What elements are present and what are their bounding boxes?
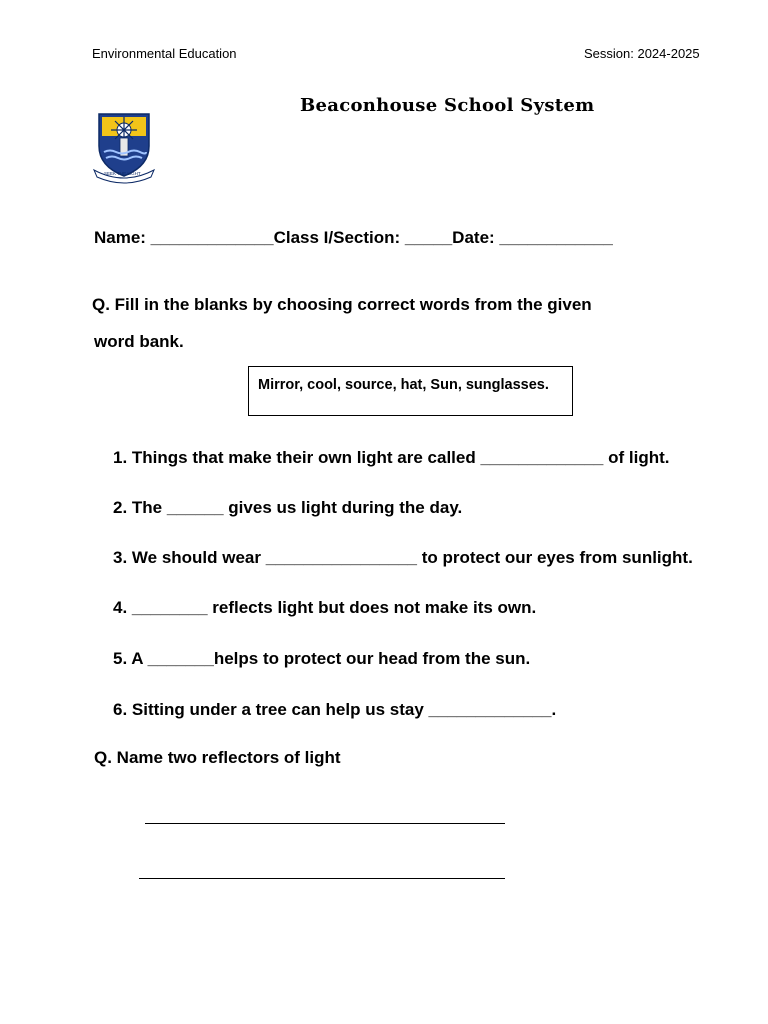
blank-item-2: 2. The ______ gives us light during the day. <box>113 498 463 517</box>
answer-line-1[interactable] <box>145 823 505 824</box>
blank-item-4: 4. ________ reflects light but does not make its own. <box>113 598 537 617</box>
blank-item-5: 5. A _______helps to protect our head from the sun. <box>113 649 531 668</box>
question1-prompt-line1: Q. Fill in the blanks by choosing correct words from the given <box>92 295 592 314</box>
blank-item-3: 3. We should wear ________________ to protect our eyes from sunlight. <box>113 548 693 567</box>
subject-label: Environmental Education <box>92 46 237 61</box>
session-label: Session: 2024-2025 <box>584 46 700 61</box>
blank-item-6: 6. Sitting under a tree can help us stay _____________. <box>113 700 557 719</box>
question2-prompt: Q. Name two reflectors of light <box>94 748 341 767</box>
school-name: Beaconhouse School System <box>300 95 595 116</box>
crest-motto: SEEK THE LIGHT <box>104 171 141 176</box>
answer-line-2[interactable] <box>139 878 505 879</box>
school-crest-icon <box>90 108 158 184</box>
question1-prompt-line2: word bank. <box>94 332 184 351</box>
word-bank-text: Mirror, cool, source, hat, Sun, sunglasses. <box>258 377 549 393</box>
word-bank-box <box>248 366 573 416</box>
blank-item-1: 1. Things that make their own light are called _____________ of light. <box>113 448 670 467</box>
student-info-line: Name: _____________Class I/Section: _____Date: ____________ <box>94 228 613 247</box>
